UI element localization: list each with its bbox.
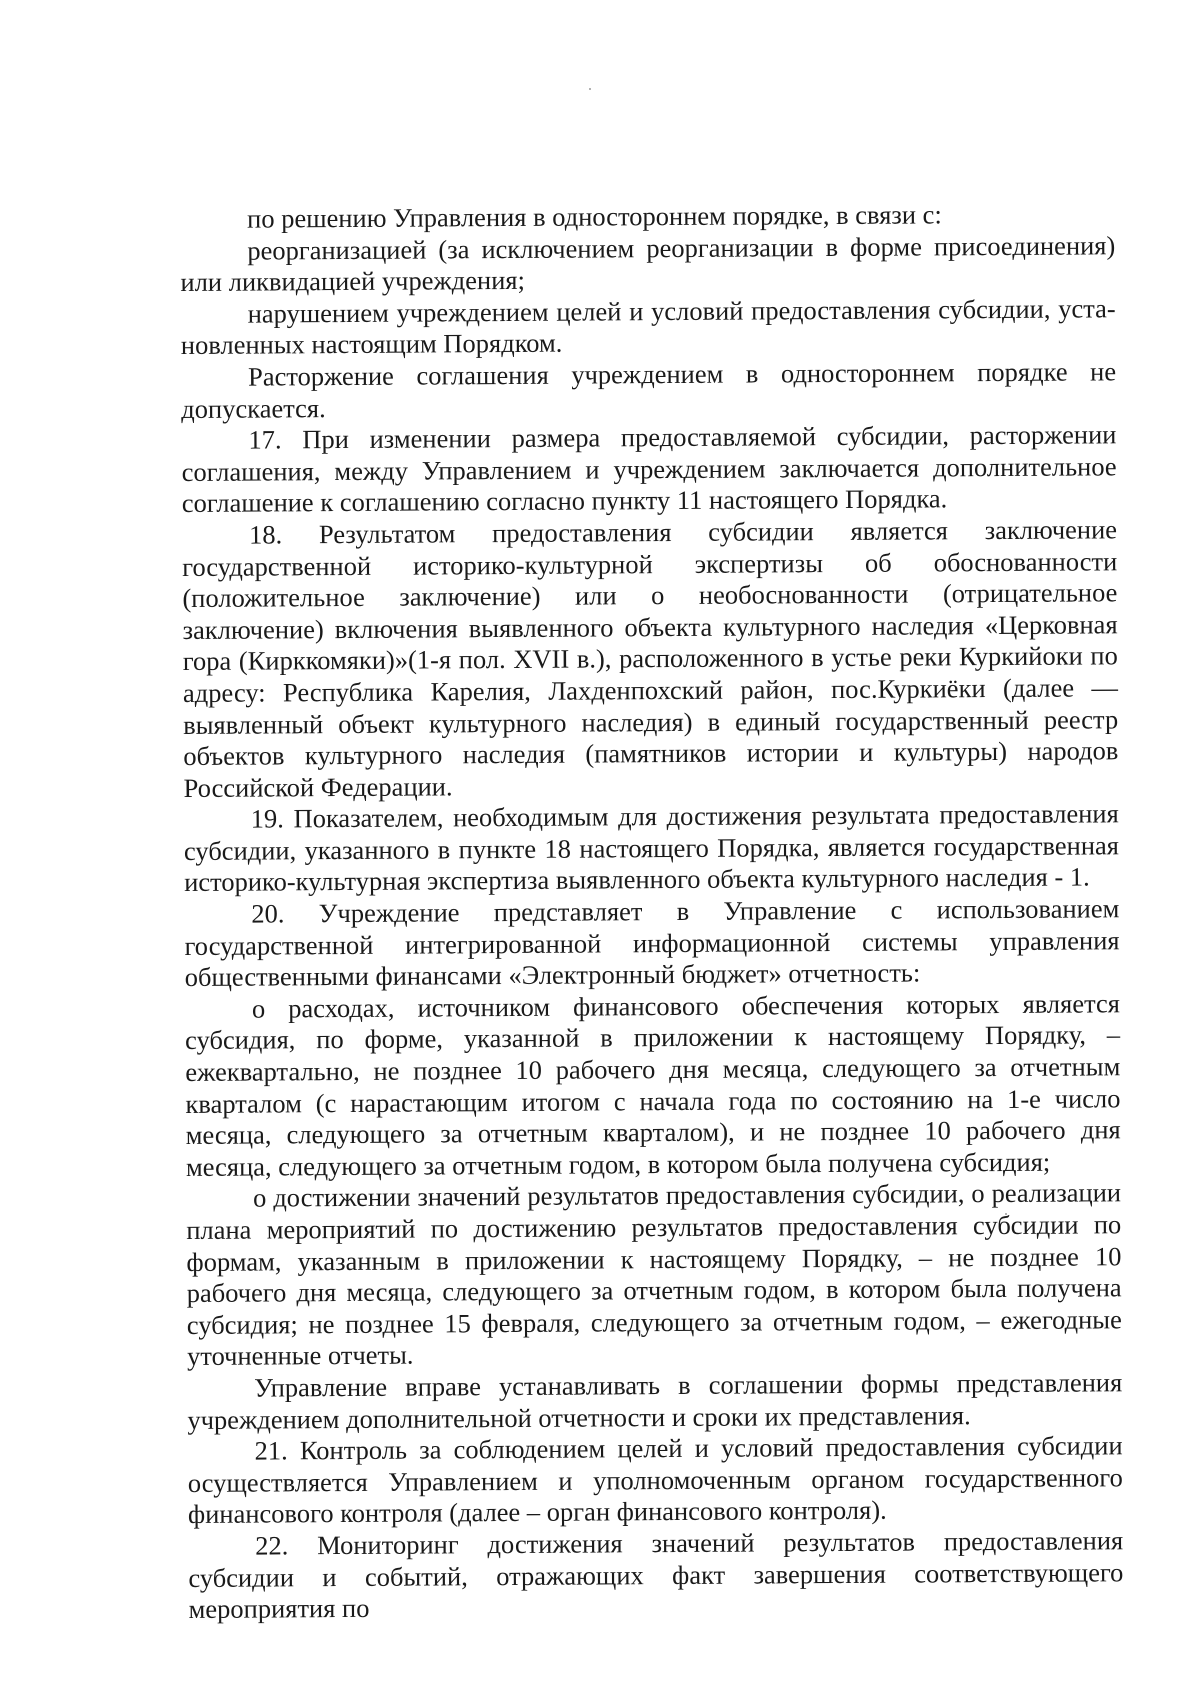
paragraph: о достижении значений результатов предоставления субсидии, о реализации плана мероприятий по достижению результатов предоставления субсидии по формам, указанным в приложении к настоящему Порядку, – не позднее 10 рабочего дня месяца, следующего за отчетным годом, в котором была получена субсидия; не позднее 15 февраля, следующего за отчетным годом, – ежегодные уточненные отчеты.	[186, 1177, 1122, 1372]
scan-speck	[589, 88, 591, 90]
paragraph-20: 20. Учреждение представляет в Управление с использованием государственной интегрированной информационной системы управления общественными финансами «Электронный бюджет» отчетность:	[184, 893, 1120, 993]
paragraph-17: 17. При изменении размера предоставляемой субсидии, расторжении соглашения, между Управлением и учреждением заключается дополнительное соглашение к соглашению согласно пункту 11 настоящего Порядка.	[181, 419, 1117, 519]
paragraph-21: 21. Контроль за соблюдением целей и условий предоставления субсидии осуществляется Управлением и уполномоченным органом государственного финансового контроля (далее – орган финансового контроля).	[187, 1430, 1123, 1530]
paragraph: по решению Управления в одностороннем порядке, в связи с:	[246, 199, 942, 234]
paragraph: Расторжение соглашения учреждением в одностороннем порядке не допускается.	[181, 356, 1117, 424]
paragraph-18: 18. Результатом предоставления субсидии является заключение государственной историко-культурной экспертизы об обоснованности (положительное заключение) или о необоснованности (отрицательное заключение) включения выявленного объекта культурного наследия «Церковная гора (Кирккомяки)»(1-я пол. XVII в.), расположенного в устье реки Куркийоки по адресу: Республика Карелия, Лахденпохский район, пос.Куркиёки (далее — выявленный объект культурного наследия) в единый государственный реестр объектов культурного наследия (памятников истории и культуры) народов Российской Федерации.	[182, 514, 1119, 803]
document-body	[180, 198, 1124, 1625]
paragraph: о расходах, источником финансового обеспечения которых является субсидия, по форме, указанной в приложении к настоящему Порядку, – ежеквартально, не позднее 10 рабочего дня месяца, следующего за отчетным кварталом (с нарастающим итогом с начала года по состоянию на 1-е число месяца, следующего за отчетным кварталом), и не позднее 10 рабочего дня месяца, следующего за отчетным годом, в котором была получена субсидия;	[185, 988, 1121, 1182]
paragraph: нарушением учреждением целей и условий предоставления субсидии, установленных настоящим Порядком.	[180, 293, 1116, 361]
paragraph: реорганизацией (за исключением реорганизации в форме присоединения) или ликвидацией учреждения;	[180, 229, 1116, 298]
paragraph-19: 19. Показателем, необходимым для достижения результата предоставления субсидии, указанного в пункте 18 настоящего Порядка, является государственная историко-культурная экспертиза выявленного объекта культурного наследия - 1.	[183, 798, 1120, 898]
paragraph: Управление вправе устанавливать в соглашении формы представления учреждением дополнительной отчетности и сроки их представления.	[187, 1367, 1123, 1435]
paragraph-22: 22. Мониторинг достижения значений результатов предоставления субсидии и событий, отражающих факт завершения соответствующего мероприятия по	[188, 1525, 1124, 1625]
